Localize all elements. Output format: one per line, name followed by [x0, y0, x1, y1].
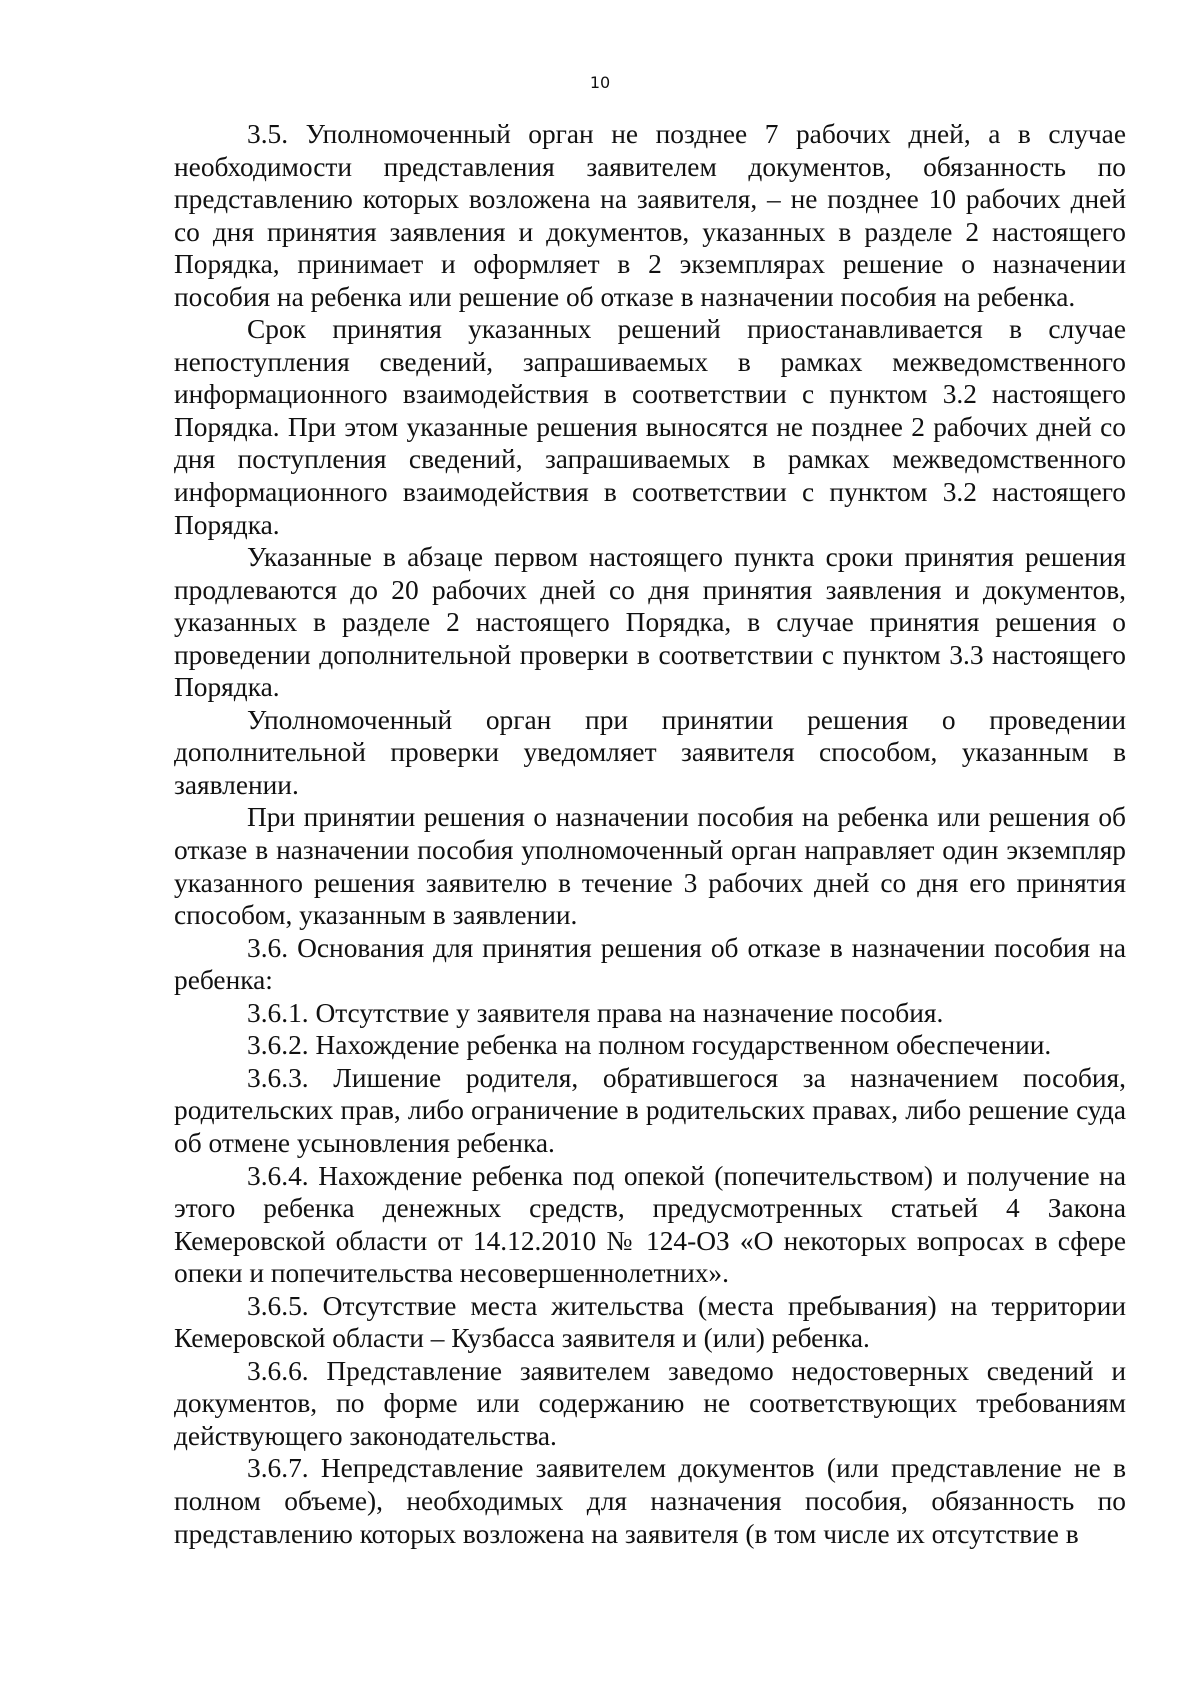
- paragraph-3-6-7: 3.6.7. Непредставление заявителем документов (или представление не в полном объеме), необходимых для назначения пособия, обязанность по представлению которых возложена на заявителя (в том числе их отсутствие в: [174, 1453, 1126, 1549]
- paragraph-3-6: 3.6. Основания для принятия решения об отказе в назначении пособия на ребенка:: [174, 932, 1126, 996]
- paragraph-notification: Уполномоченный орган при принятии решения о проведении дополнительной проверки уведомляет заявителя способом, указанным в заявлении.: [174, 704, 1126, 800]
- paragraph-3-6-1: 3.6.1. Отсутствие у заявителя права на назначение пособия.: [247, 997, 944, 1028]
- paragraph-suspension-term: Срок принятия указанных решений приостанавливается в случае непоступления сведений, запрашиваемых в рамках межведомственного информационного взаимодействия в соответствии с пунктом 3.2 настоящего Порядка. При этом указанные решения выносятся не позднее 2 рабочих дней со дня поступления сведений, запрашиваемых в рамках межведомственного информационного взаимодействия в соответствии с пунктом 3.2 настоящего Порядка.: [174, 314, 1126, 540]
- paragraph-3-6-2: 3.6.2. Нахождение ребенка на полном государственном обеспечении.: [247, 1030, 1052, 1061]
- paragraph-3-6-3: 3.6.3. Лишение родителя, обратившегося за назначением пособия, родительских прав, либо ограничение в родительских правах, либо решение суда об отмене усыновления ребенка.: [174, 1062, 1126, 1158]
- paragraph-extension-term: Указанные в абзаце первом настоящего пункта сроки принятия решения продлеваются до 20 рабочих дней со дня принятия заявления и документов, указанных в разделе 2 настоящего Порядка, в случае принятия решения о проведении дополнительной проверки в соответствии с пунктом 3.3 настоящего Порядка.: [174, 542, 1126, 703]
- paragraph-decision-delivery: При принятии решения о назначении пособия на ребенка или решения об отказе в назначении пособия уполномоченный орган направляет один экземпляр указанного решения заявителю в течение 3 рабочих дней со дня его принятия способом, указанным в заявлении.: [174, 802, 1126, 931]
- paragraph-3-5: 3.5. Уполномоченный орган не позднее 7 рабочих дней, а в случае необходимости представления заявителем документов, обязанность по представлению которых возложена на заявителя, – не позднее 10 рабочих дней со дня принятия заявления и документов, указанных в разделе 2 настоящего Порядка, принимает и оформляет в 2 экземплярах решение о назначении пособия на ребенка или решение об отказе в назначении пособия на ребенка.: [174, 119, 1126, 312]
- paragraph-3-6-5: 3.6.5. Отсутствие места жительства (места пребывания) на территории Кемеровской области – Кузбасса заявителя и (или) ребенка.: [174, 1290, 1126, 1354]
- paragraph-3-6-4: 3.6.4. Нахождение ребенка под опекой (попечительством) и получение на этого ребенка денежных средств, предусмотренных статьей 4 Закона Кемеровской области от 14.12.2010 № 124-ОЗ «О некоторых вопросах в сфере опеки и попечительства несовершеннолетних».: [174, 1160, 1126, 1289]
- page-number: 10: [589, 73, 611, 92]
- paragraph-3-6-6: 3.6.6. Представление заявителем заведомо недостоверных сведений и документов, по форме или содержанию не соответствующих требованиям действующего законодательства.: [174, 1355, 1126, 1451]
- document-body: [174, 118, 1126, 1550]
